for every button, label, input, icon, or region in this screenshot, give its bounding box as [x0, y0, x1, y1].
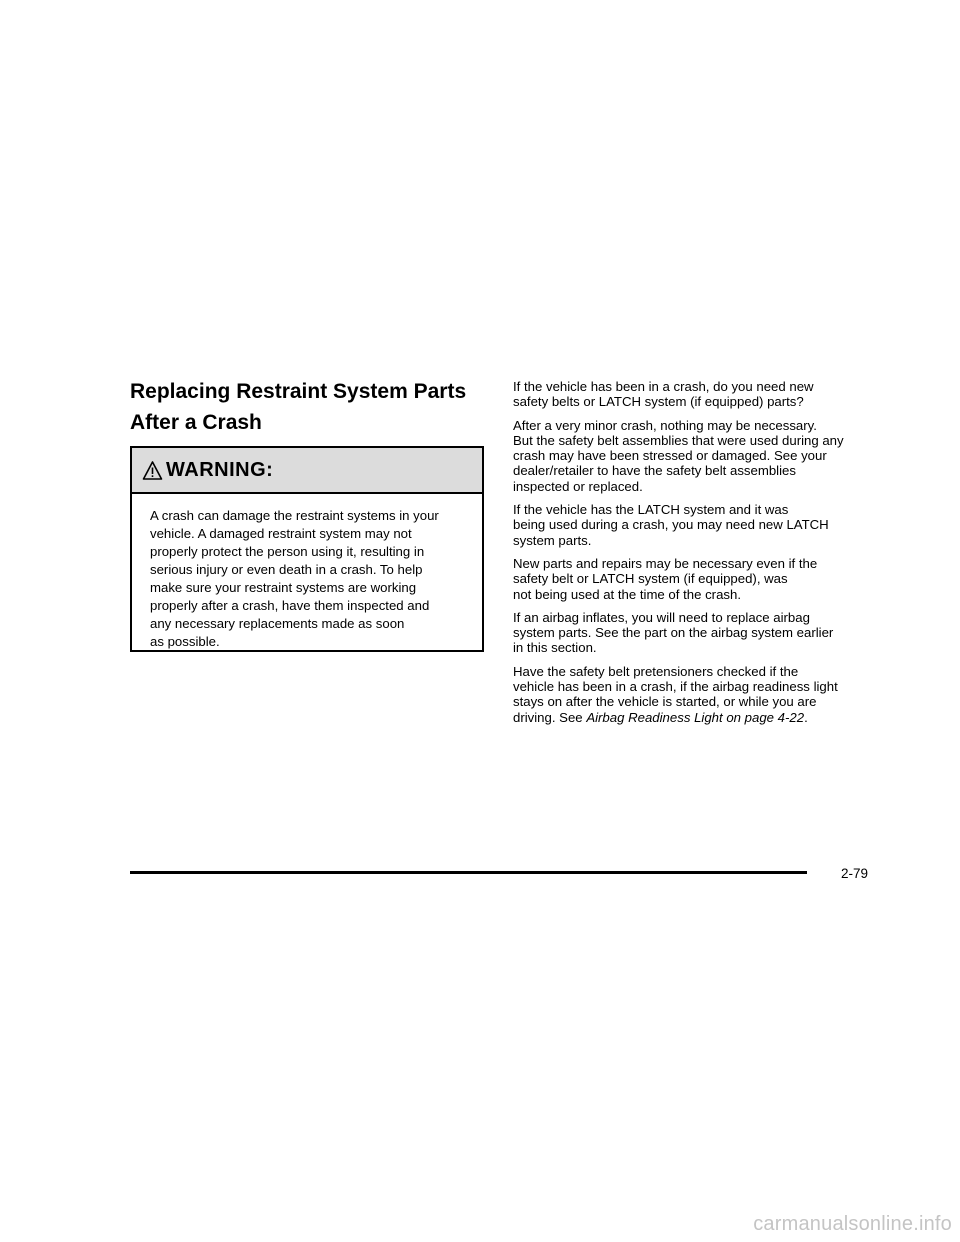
paragraph-minor-crash: After a very minor crash, nothing may be necessary. But the safety belt assemblies that were used during any crash may have been stressed or damaged. See your dealer/retailer to have the safety belt assemblies inspected or replaced.	[513, 417, 844, 494]
warning-label: WARNING:	[166, 458, 274, 481]
warning-text-line: vehicle. A damaged restraint system may not	[150, 526, 412, 541]
section-title	[130, 376, 480, 438]
paragraph-latch-system: If the vehicle has the LATCH system and it was being used during a crash, you may need new LATCH system parts.	[513, 502, 829, 548]
warning-text-line: A crash can damage the restraint systems in your	[150, 508, 439, 523]
watermark: carmanualsonline.info	[753, 1213, 952, 1235]
warning-text	[132, 494, 482, 651]
section-title-line-2: After a Crash	[130, 411, 262, 434]
section-title-line-1: Replacing Restraint System Parts	[130, 380, 467, 403]
warning-text-line: any necessary replacements made as soon	[150, 616, 405, 631]
paragraph-pretensioners: Have the safety belt pretensioners checked if the vehicle has been in a crash, if the airbag readiness light stays on after the vehicle is started, or while you are driving. See Airbag Readiness Light on page 4-22.	[513, 663, 838, 725]
airbag-readiness-light-reference[interactable]: Airbag Readiness Light on page 4-22	[586, 709, 805, 725]
warning-text-line: properly protect the person using it, resulting in	[150, 544, 425, 559]
paragraph-new-parts-question: If the vehicle has been in a crash, do you need new safety belts or LATCH system (if equipped) parts?	[513, 379, 814, 410]
warning-box	[130, 446, 484, 652]
paragraph-airbag-inflates: If an airbag inflates, you will need to replace airbag system parts. See the part on the airbag system earlier in this section.	[513, 609, 834, 656]
warning-text-line: make sure your restraint systems are working	[150, 580, 417, 595]
warning-text-line: serious injury or even death in a crash. To help	[150, 562, 423, 577]
paragraph-repairs: New parts and repairs may be necessary even if the safety belt or LATCH system (if equipped), was not being used at the time of the crash.	[513, 555, 818, 602]
warning-header	[132, 448, 482, 494]
page-number: 2-79	[841, 866, 869, 881]
body-text-column	[513, 379, 873, 733]
warning-triangle-icon	[142, 460, 163, 481]
warning-text-line: properly after a crash, have them inspected and	[150, 598, 430, 613]
warning-text-line: as possible.	[150, 634, 220, 649]
footer-rule	[130, 871, 807, 874]
